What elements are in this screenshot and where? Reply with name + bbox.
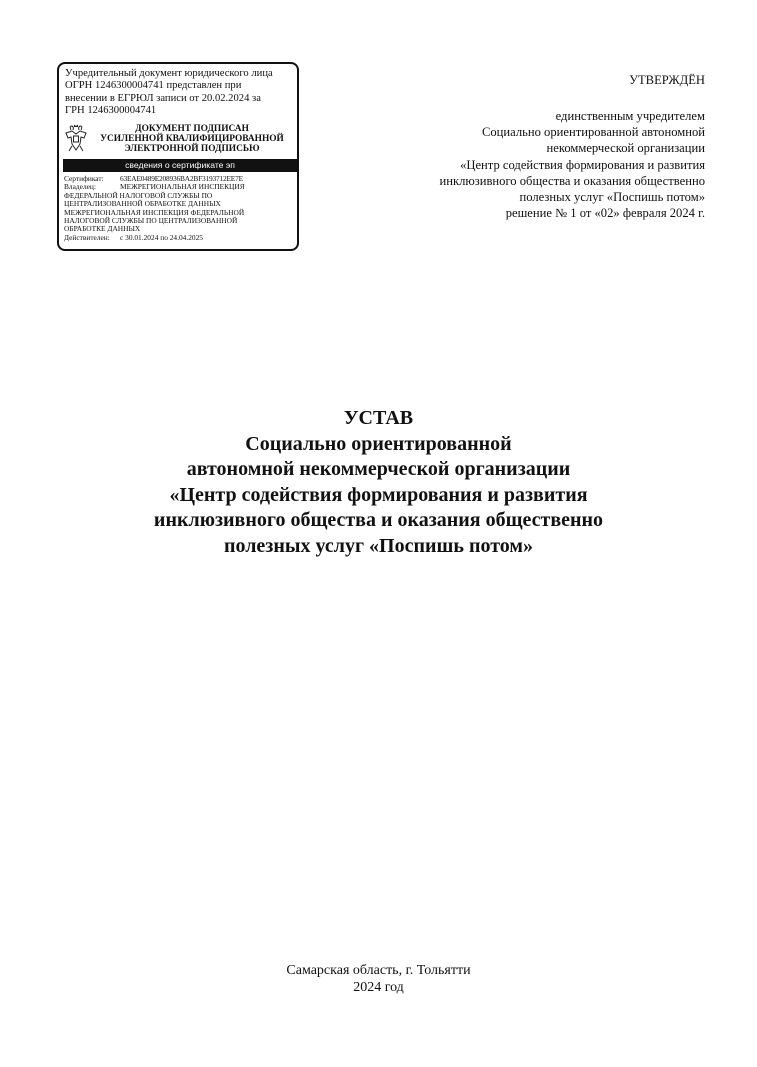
document-title-line: инклюзивного общества и оказания общественно <box>153 509 604 531</box>
approval-line: некоммерческой организации <box>546 141 705 156</box>
certificate-value: 63EAE0489E208936BA2BF3193712EE7E <box>120 174 243 183</box>
owner-line: ФЕДЕРАЛЬНОЙ НАЛОГОВОЙ СЛУЖБЫ ПО <box>64 190 213 200</box>
document-title-line: «Центр содействия формирования и развития <box>169 483 588 506</box>
owner-line: НАЛОГОВОЙ СЛУЖБЫ ПО ЦЕНТРАЛИЗОВАННОЙ <box>64 216 238 226</box>
double-headed-eagle-emblem-icon <box>63 124 89 154</box>
owner-label: Владелец: <box>64 182 96 192</box>
certificate-details <box>64 175 296 242</box>
stamp-registration-line: Учредительный документ юридического лица <box>65 68 273 79</box>
document-footer <box>0 963 757 996</box>
owner-line: ЦЕНТРАЛИЗОВАННОЙ ОБРАБОТКЕ ДАННЫХ <box>64 199 221 209</box>
validity-row <box>64 234 296 242</box>
approval-title: УТВЕРЖДЁН <box>629 73 705 87</box>
approval-line: полезных услуг «Поспишь потом» <box>519 190 705 205</box>
document-title-line: полезных услуг «Поспишь потом» <box>223 534 534 557</box>
document-title-line: Социально ориентированной <box>245 432 512 455</box>
owner-first-line: МЕЖРЕГИОНАЛЬНАЯ ИНСПЕКЦИЯ <box>120 182 245 192</box>
document-title-line: УСТАВ <box>343 407 414 429</box>
owner-line: МЕЖРЕГИОНАЛЬНАЯ ИНСПЕКЦИЯ ФЕДЕРАЛЬНОЙ <box>64 207 245 217</box>
footer-year: 2024 год <box>353 979 404 995</box>
approval-line: решение № 1 от «02» февраля 2024 г. <box>505 206 705 221</box>
stamp-signed-header <box>59 124 297 156</box>
stamp-signed-title-line: ДОКУМЕНТ ПОДПИСАН <box>135 124 249 134</box>
stamp-registration-line: ОГРН 1246300004741 представлен при <box>65 80 242 92</box>
validity-value: с 30.01.2024 по 24.04.2025 <box>120 232 203 242</box>
footer-location: Самарская область, г. Тольятти <box>286 963 471 978</box>
certificate-label: Сертификат: <box>64 174 104 183</box>
stamp-signed-title <box>89 125 295 154</box>
stamp-signed-title-line: УСИЛЕННОЙ КВАЛИФИЦИРОВАННОЙ <box>100 133 284 144</box>
owner-line: ОБРАБОТКЕ ДАННЫХ <box>64 224 141 234</box>
stamp-registration-text <box>65 68 297 118</box>
approval-line: инклюзивного общества и оказания общественно <box>439 173 705 188</box>
stamp-registration-line: внесении в ЕГРЮЛ записи от 20.02.2024 за <box>65 92 261 104</box>
approval-line: Социально ориентированной автономной <box>481 125 705 140</box>
stamp-signed-title-line: ЭЛЕКТРОННОЙ ПОДПИСЬЮ <box>124 143 260 154</box>
approval-text <box>375 108 705 221</box>
signature-stamp <box>57 62 299 251</box>
approval-line: единственным учредителем <box>555 109 705 123</box>
document-title <box>0 406 757 559</box>
certificate-info-bar: сведения о сертификате эп <box>63 159 297 172</box>
stamp-registration-line: ГРН 1246300004741 <box>65 105 157 117</box>
validity-label: Действителен: <box>64 232 110 242</box>
approval-line: «Центр содействия формирования и развития <box>460 157 705 172</box>
document-title-line: автономной некоммерческой организации <box>186 458 571 480</box>
